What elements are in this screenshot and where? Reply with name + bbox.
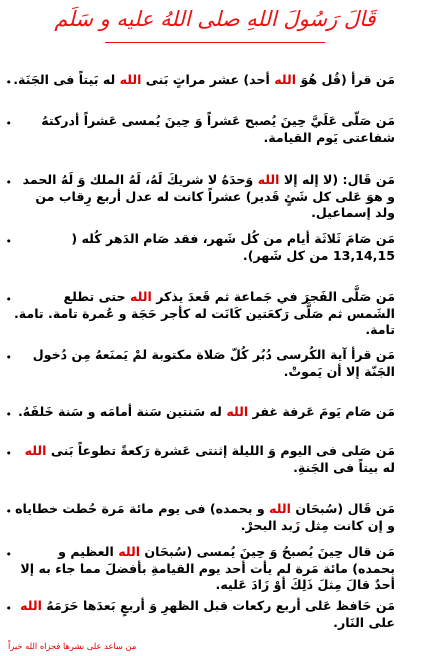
hadith-text [12, 289, 395, 339]
text-fragment: مَن صَامَ ثَلاثَة أيام من كُل شَهر، فقد صَام الدَهر كُله ( 13,14,15 من كل شَهر). [71, 231, 395, 263]
hadith-text [12, 598, 395, 631]
divine-name-highlight: الله [269, 501, 291, 516]
hadith-text [12, 231, 395, 264]
title-underline [105, 42, 325, 43]
bullet-icon: • [5, 602, 12, 615]
text-fragment: و بحمده) فى يوم مائة مَرة حُطت خطاياه و إن كانت مِثل زَبد البحرْ. [15, 501, 395, 533]
hadith-item [0, 231, 430, 264]
text-fragment: مَن حَافظ عَلى أربع ركعات قبل الظهرِ وَ أربعٍ بَعدَها حَرَمَهُ [41, 598, 395, 613]
bullet-icon: • [5, 505, 12, 518]
hadith-text [12, 544, 395, 594]
bullet-icon: • [5, 176, 12, 189]
bullet-icon: • [5, 293, 12, 306]
hadith-text [12, 72, 395, 89]
text-fragment: وَحدَهُ لا شريكَ لَهُ، لَهُ الملك وَ لَهُ الحمد و هوَ عَلى كل شَئٍ قَدير) عشراً كانت له عدل أربع رِقاب من ولد إسماعيل. [22, 172, 395, 220]
divine-name-highlight: الله [20, 598, 42, 613]
hadith-item [0, 404, 430, 421]
text-fragment: مَن قرأ آية الكُرسى دُبُر كُلّ صَلاة مكتوبة لمْ يَمنَعهُ مِن دُخول الجَنّة إلا أن يَموتْ. [32, 347, 395, 379]
bullet-icon: • [5, 235, 12, 248]
hadith-text [12, 404, 395, 421]
text-fragment: حتى تطلع الشَمس ثم صَلَّى رَكعَتين كَانَت له كأجر حَجَة و عُمرة تامة. تامة. تامة. [13, 289, 395, 337]
text-fragment: مَن صَلَّى الفَجرَ في جَماعة ثم قَعدَ يذكر [151, 289, 395, 304]
divine-name-highlight: الله [119, 72, 142, 87]
hadith-text [12, 443, 395, 476]
hadith-item [0, 501, 430, 534]
hadith-text [12, 501, 395, 534]
text-fragment: مَن صَام يَومَ عَرفة غفر [248, 404, 395, 419]
text-fragment: مَن قال حِينَ يُصبحُ وَ حِينَ يُمسى (سُبحَان [140, 544, 395, 559]
text-fragment: أحد) عشر مراتٍ بَنى [141, 72, 275, 87]
text-fragment: مَن قَال: (لا إله إلا [279, 172, 395, 187]
text-fragment: مَن قرأ (قُل هُوَ [296, 72, 395, 87]
hadith-item [0, 113, 430, 146]
hadith-text [12, 113, 395, 146]
bullet-icon: • [5, 76, 12, 89]
text-fragment: مَن صَلّى عَلَيَّ حِينَ يُصبح عَشراً وَ حِينَ يُمسى عَشراً أدركتهُ شفاعتى يَوم القيامة. [41, 113, 395, 145]
divine-name-highlight: الله [274, 72, 297, 87]
text-fragment: على النَار. [333, 614, 395, 630]
hadith-text [12, 347, 395, 380]
hadith-item [0, 598, 430, 631]
text-fragment: العظيم و بحمده) مائة مَرة لم يأت أحد يوم القيامةِ بأفضلَ مما جاء به إلا أحدٌ قالَ مِثلَ ذَلِكَ أوْ زَادَ عَليه. [20, 544, 395, 592]
hadith-text [12, 172, 395, 222]
text-fragment: مَن صَلى فى اليوم وَ الليلة إثنتى عَشرة رَكعةً تطوعاً بَنى [46, 443, 395, 458]
text-fragment: له بيتاً فى الجَنةِ. [293, 459, 395, 475]
text-fragment: له بَيتاً فى الجَنَة. [13, 72, 120, 87]
page-title: قَالَ رَسُولَ اللهِ صلى اللهُ عليه و سَلَم [54, 7, 376, 31]
footer-note: من ساعد على نشرها فجزاه الله خيراً [8, 641, 137, 651]
hadith-item [0, 172, 430, 222]
divine-name-highlight: الله [118, 544, 141, 559]
bullet-icon: • [5, 447, 12, 460]
bullet-icon: • [5, 548, 12, 561]
bullet-icon: • [5, 408, 12, 421]
hadith-item [0, 443, 430, 476]
hadith-item [0, 72, 430, 89]
text-fragment: له سَنتين سَنة أمامَه و سَنة خَلفَهُ. [17, 404, 227, 419]
text-fragment: مَن قَال (سُبحَان [290, 501, 395, 516]
hadith-item [0, 289, 430, 339]
hadith-item [0, 544, 430, 594]
bullet-icon: • [5, 117, 12, 130]
hadith-item [0, 347, 430, 380]
divine-name-highlight: الله [130, 289, 152, 304]
bullet-icon: • [5, 351, 12, 364]
divine-name-highlight: الله [24, 443, 47, 458]
divine-name-highlight: الله [257, 172, 280, 187]
divine-name-highlight: الله [226, 404, 249, 419]
